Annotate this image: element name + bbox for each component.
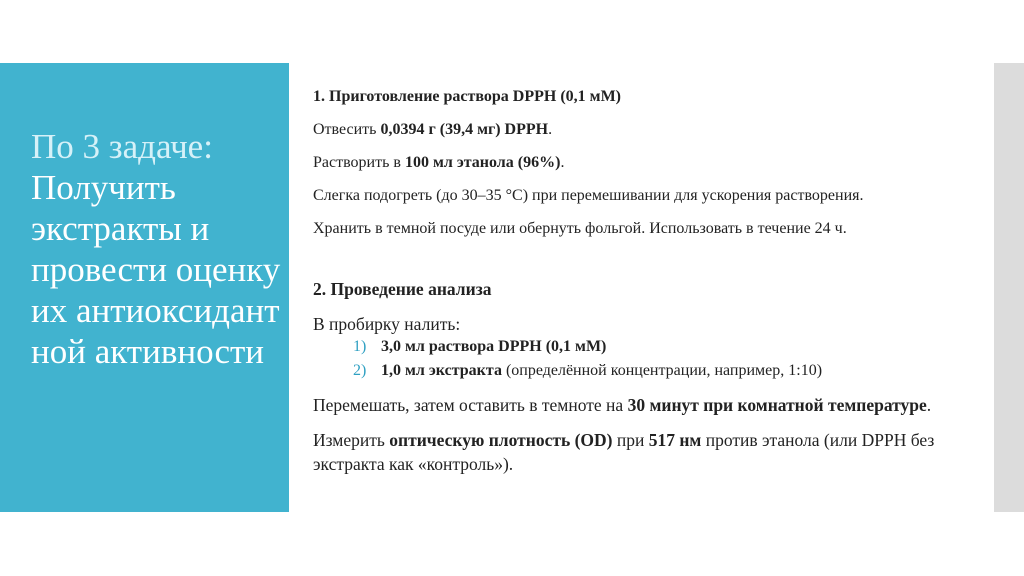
section1-heading: 1. Приготовление раствора DPPH (0,1 мМ) <box>313 88 622 105</box>
section1-weigh <box>313 119 983 141</box>
section2-mix <box>313 393 983 417</box>
text: . <box>560 154 565 171</box>
text: Растворить в <box>313 154 405 171</box>
text: . <box>926 395 932 415</box>
title-task-description: Получить экстракты и провести оценку их антиоксидант ной активности <box>31 168 281 371</box>
section2-measure <box>313 428 983 476</box>
title-task-label: По 3 задаче: <box>31 127 213 166</box>
text-bold: 0,0394 г (39,4 мг) DPPH <box>380 121 549 138</box>
reagent-list <box>313 336 983 382</box>
list-item <box>313 336 983 358</box>
text-bold: 30 минут при комнатной температуре <box>627 395 927 415</box>
section1-heat: Слегка подогреть (до 30–35 °C) при перемешивании для ускорения растворения. <box>313 187 864 204</box>
text-bold: 100 мл этанола (96%) <box>404 154 561 171</box>
text-bold: 517 нм <box>648 430 702 450</box>
text: Измерить <box>313 430 390 450</box>
text-bold: 3,0 мл раствора DPPH (0,1 мМ) <box>381 338 607 355</box>
text: (определённой концентрации, например, 1:10) <box>501 362 823 379</box>
text-bold: 1,0 мл экстракта <box>381 362 502 379</box>
section1-dissolve <box>313 152 983 174</box>
spacer <box>313 251 983 277</box>
list-item <box>313 360 983 382</box>
section2-intro: В пробирку налить: <box>313 314 461 334</box>
text: Отвесить <box>313 121 381 138</box>
slide-title <box>31 126 281 372</box>
list-number: 1) <box>353 338 367 355</box>
text: . <box>548 121 553 138</box>
text: Перемешать, затем оставить в темноте на <box>313 395 628 415</box>
section1-store: Хранить в темной посуде или обернуть фольгой. Использовать в течение 24 ч. <box>313 220 847 237</box>
list-number: 2) <box>353 362 367 379</box>
text: при <box>612 430 649 450</box>
text-bold: оптическую плотность (OD) <box>389 430 613 450</box>
slide-content <box>313 86 983 487</box>
text: против этанола (или DPPH без экстракта как «контроль»). <box>313 430 935 474</box>
section2-heading: 2. Проведение анализа <box>313 279 492 299</box>
right-decorative-strip <box>994 63 1024 512</box>
